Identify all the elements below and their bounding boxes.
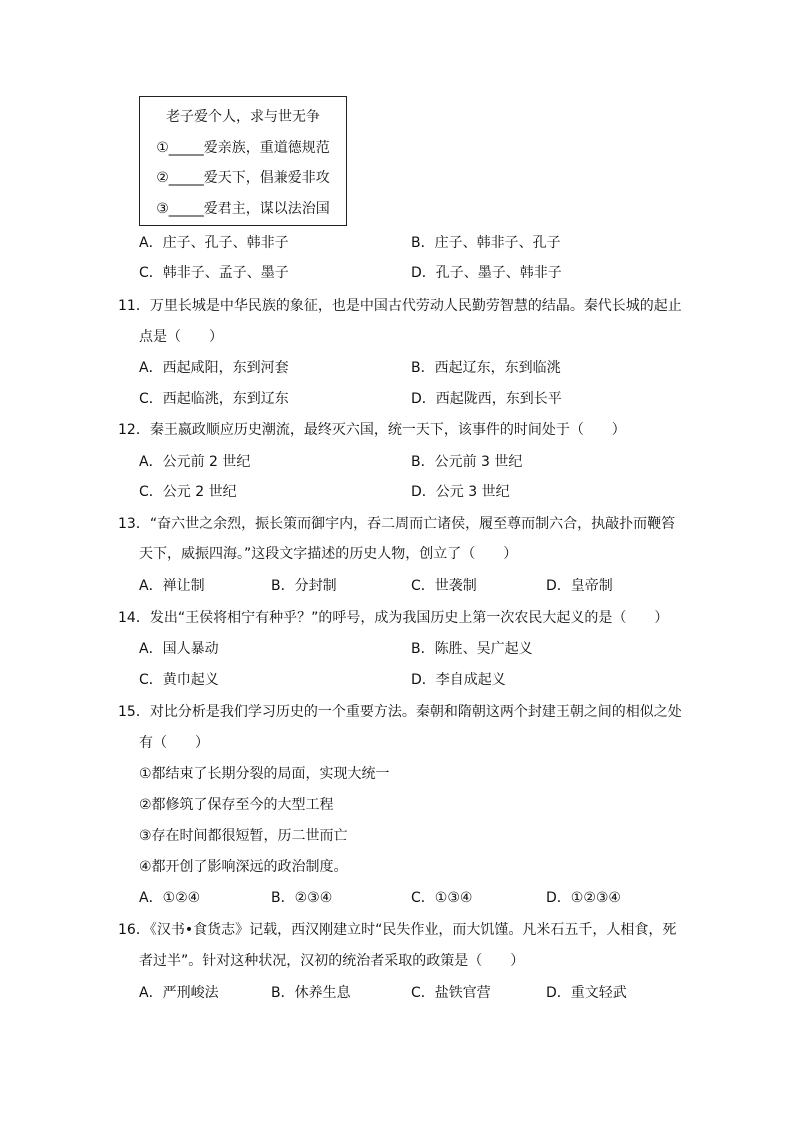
q15-option-d[interactable]: D．①②③④ bbox=[546, 890, 621, 906]
q14-option-c[interactable]: C．黄巾起义 bbox=[139, 672, 219, 688]
q15-item-2: ②都修筑了保存至今的大型工程 bbox=[139, 797, 334, 813]
q13-stem-line-2: 天下，威振四海。”这段文字描述的历史人物，创立了（ ） bbox=[139, 546, 518, 562]
q12-option-d[interactable]: D．公元 3 世纪 bbox=[411, 484, 510, 500]
box-line-1: ①_____爱亲族，重道德规范 bbox=[156, 140, 330, 156]
q16-option-a[interactable]: A．严刑峻法 bbox=[139, 985, 219, 1001]
q15-option-a[interactable]: A．①②④ bbox=[139, 890, 201, 906]
q12-option-c[interactable]: C．公元 2 世纪 bbox=[139, 484, 237, 500]
q13-stem-line-1: 13．“奋六世之余烈，振长策而御宇内，吞二周而亡诸侯，履至尊而制六合，执敲扑而鞭笞 bbox=[118, 516, 676, 532]
q15-item-4: ④都开创了影响深远的政治制度。 bbox=[139, 859, 348, 875]
q14-stem: 14．发出“王侯将相宁有种乎？”的呼号，成为我国历史上第一次农民大起义的是（ ） bbox=[118, 610, 669, 626]
q13-option-c[interactable]: C．世袭制 bbox=[411, 578, 477, 594]
q14-option-b[interactable]: B．陈胜、吴广起义 bbox=[411, 641, 533, 657]
q12-option-b[interactable]: B．公元前 3 世纪 bbox=[411, 454, 523, 470]
q15-item-3: ③存在时间都很短暂，历二世而亡 bbox=[139, 828, 348, 844]
box-line-3: ③_____爱君主，谋以法治国 bbox=[156, 201, 330, 217]
q16-option-b[interactable]: B．休养生息 bbox=[271, 985, 351, 1001]
q10-option-d[interactable]: D．孔子、墨子、韩非子 bbox=[411, 265, 562, 281]
q11-option-a[interactable]: A．西起咸阳，东到河套 bbox=[139, 360, 289, 376]
q11-option-b[interactable]: B．西起辽东，东到临洮 bbox=[411, 360, 561, 376]
q14-option-d[interactable]: D．李自成起义 bbox=[411, 672, 506, 688]
q14-option-a[interactable]: A．国人暴动 bbox=[139, 641, 219, 657]
q11-option-d[interactable]: D．西起陇西，东到长平 bbox=[411, 391, 562, 407]
q13-option-b[interactable]: B．分封制 bbox=[271, 578, 337, 594]
q16-option-d[interactable]: D．重文轻武 bbox=[546, 985, 627, 1001]
box-line-2: ②_____爱天下，倡兼爱非攻 bbox=[156, 170, 330, 186]
q10-option-c[interactable]: C．韩非子、孟子、墨子 bbox=[139, 265, 289, 281]
q15-option-c[interactable]: C．①③④ bbox=[411, 890, 473, 906]
q12-stem: 12．秦王嬴政顺应历史潮流，最终灭六国，统一天下，该事件的时间处于（ ） bbox=[118, 422, 626, 438]
q10-option-b[interactable]: B．庄子、韩非子、孔子 bbox=[411, 235, 561, 251]
q16-option-c[interactable]: C．盐铁官营 bbox=[411, 985, 491, 1001]
q15-option-b[interactable]: B．②③④ bbox=[271, 890, 333, 906]
q15-stem-line-2: 有（ ） bbox=[139, 735, 209, 751]
q11-stem-line-2: 点是（ ） bbox=[139, 329, 223, 345]
q13-option-a[interactable]: A．禅让制 bbox=[139, 578, 205, 594]
q10-option-a[interactable]: A．庄子、孔子、韩非子 bbox=[139, 235, 289, 251]
q11-option-c[interactable]: C．西起临洮，东到辽东 bbox=[139, 391, 289, 407]
q13-option-d[interactable]: D．皇帝制 bbox=[546, 578, 613, 594]
q16-stem-line-1: 16．《汉书•食货志》记载，西汉刚建立时“民失作业，而大饥馑。凡米石五千，人相食，死 bbox=[118, 922, 677, 938]
q16-stem-line-2: 者过半”。针对这种状况，汉初的统治者采取的政策是（ ） bbox=[139, 953, 525, 969]
material-box bbox=[139, 96, 347, 226]
box-title: 老子爱个人，求与世无争 bbox=[166, 109, 320, 125]
q11-stem-line-1: 11．万里长城是中华民族的象征，也是中国古代劳动人民勤劳智慧的结晶。秦代长城的起止 bbox=[118, 298, 682, 314]
q15-item-1: ①都结束了长期分裂的局面，实现大统一 bbox=[139, 766, 390, 782]
q12-option-a[interactable]: A．公元前 2 世纪 bbox=[139, 454, 251, 470]
q15-stem-line-1: 15．对比分析是我们学习历史的一个重要方法。秦朝和隋朝这两个封建王朝之间的相似之处 bbox=[118, 704, 682, 720]
